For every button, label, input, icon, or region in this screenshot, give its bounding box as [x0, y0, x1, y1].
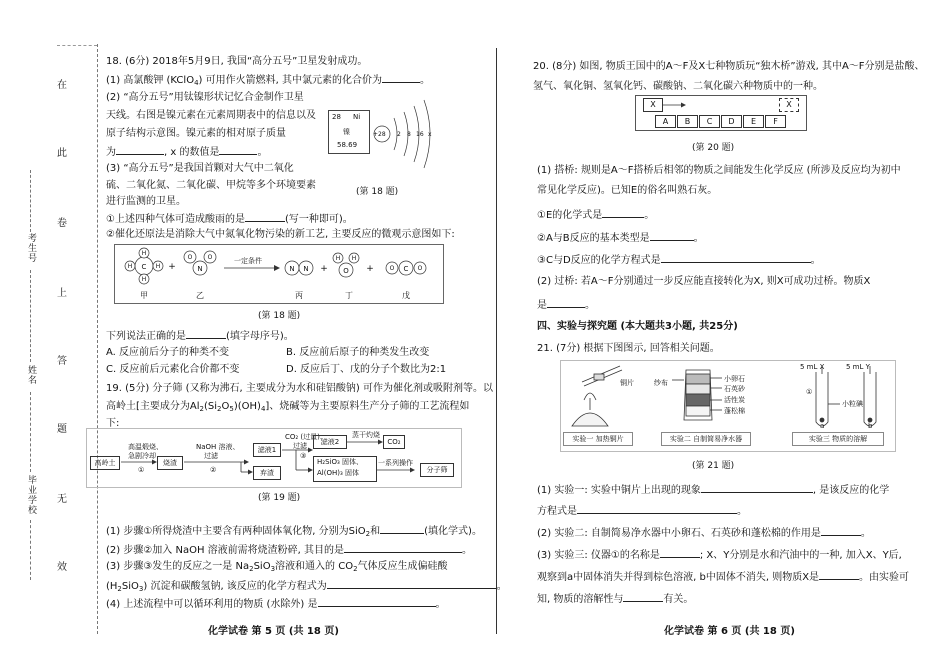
answer-blank[interactable]: [821, 525, 861, 536]
q19-part3: (3) 步骤③发生的反应之一是 $Na_2SiO_3$溶液和通入的 $CO_2$气体反应生成偏硅酸: [106, 561, 448, 573]
q18-part3-q2: ②催化还原法是消除大气中氮氧化物污染的新工艺, 主要反应的微观示意图如下:: [106, 229, 455, 240]
molecule-label: 甲: [140, 291, 148, 300]
q20-part1-q2: ②A与B反应的基本类型是 。: [537, 230, 704, 245]
seal-char: 效: [57, 562, 67, 573]
flow-step-label: NaOH 溶液、: [196, 443, 240, 451]
flow-node-raw: 高岭土: [90, 456, 120, 470]
shell-electrons: 16: [416, 131, 424, 138]
answer-blank[interactable]: [650, 230, 694, 241]
flow-node-product: 分子筛: [420, 463, 454, 477]
option-b[interactable]: B. 反应前后原子的种类发生改变: [286, 347, 430, 358]
flow-step-number: ②: [210, 466, 217, 474]
exp2-label: 实验二 自制简易净水器: [661, 432, 751, 446]
label-tube-y: 5 mL Y: [846, 363, 870, 371]
answer-blank[interactable]: [245, 211, 285, 222]
bridge-block: D: [721, 115, 742, 128]
svg-text:O: O: [343, 267, 349, 275]
answer-blank[interactable]: [380, 523, 424, 534]
q18-select: 下列说法正确的是 (填字母序号)。: [106, 328, 294, 343]
q18-part2-line: 原子结构示意图。镍元素的相对原子质量: [106, 128, 286, 139]
field-line: [30, 392, 31, 472]
element-symbol: Ni: [353, 113, 361, 121]
svg-text:O: O: [417, 265, 423, 272]
answer-blank[interactable]: [186, 328, 226, 339]
option-a[interactable]: A. 反应前后分子的种类不变: [106, 347, 230, 358]
bridge-block: E: [743, 115, 764, 128]
field-school: 毕业学校: [28, 476, 38, 516]
svg-text:+: +: [168, 262, 176, 272]
molecule-label: 戊: [402, 291, 410, 300]
figure-caption: (第 18 题): [258, 311, 301, 321]
label-layer: 蓬松棉: [724, 407, 745, 415]
svg-text:H: H: [351, 255, 357, 262]
q18-part3-q1: ①上述四种气体可造成酸雨的是 (写一种即可)。: [106, 211, 353, 226]
svg-text:H: H: [335, 255, 341, 262]
q18-part2-line: 为 , x 的数值是 。: [106, 144, 267, 159]
seal-char: 上: [57, 288, 67, 299]
seal-char: 题: [57, 424, 67, 435]
answer-blank[interactable]: [327, 578, 497, 589]
q21-part3: (3) 实验三: 仪器①的名称是 ; X、Y分别是水和汽油中的一种, 加入X、Y后,: [537, 547, 902, 562]
element-card: [328, 110, 370, 154]
svg-text:+: +: [320, 264, 328, 274]
option-d[interactable]: D. 反应后丁、戊的分子个数比为2:1: [286, 364, 447, 375]
q20-part1-q3: ③C与D反应的化学方程式是 。: [537, 252, 821, 267]
option-c[interactable]: C. 反应前后元素化合价都不变: [106, 364, 240, 375]
atomic-number: 28: [332, 113, 341, 121]
flow-node-co2: CO₂: [383, 435, 405, 449]
exp3-label: 实验三 物质的溶解: [792, 432, 884, 446]
answer-blank[interactable]: [577, 503, 737, 514]
answer-blank[interactable]: [344, 542, 462, 553]
svg-text:C: C: [141, 263, 147, 271]
q19-stem: 19. (5分) 分子筛 (又称为沸石, 主要成分为水和硅铝酸钠) 可作为催化剂或吸附剂等。以: [106, 383, 493, 394]
answer-blank[interactable]: [602, 207, 644, 218]
flow-step-label: 过滤: [204, 452, 218, 460]
nucleus-charge: +28: [373, 131, 386, 138]
svg-text:H: H: [141, 276, 147, 283]
flow-node-solids: H₂SiO₃ 固体、 Al(OH)₃ 固体: [313, 456, 377, 482]
answer-blank[interactable]: [547, 297, 585, 308]
figure-caption: (第 21 题): [692, 461, 735, 471]
seal-line: [97, 44, 98, 634]
label-copper: 铜片: [620, 379, 634, 387]
q21-stem: 21. (7分) 根据下图图示, 回答相关问题。: [537, 343, 720, 354]
page-footer-left: 化学试卷 第 5 页 (共 18 页): [208, 626, 339, 637]
figure-caption: (第 18 题): [356, 187, 399, 197]
flow-step-label: 过滤: [293, 442, 307, 450]
label-gauze: 纱布: [654, 379, 668, 387]
label-layer: 活性炭: [724, 396, 745, 404]
x-end-box: X: [779, 98, 799, 112]
shell-electrons: 8: [407, 131, 411, 138]
seal-char: 在: [57, 80, 67, 91]
molecule-label: 乙: [196, 291, 204, 300]
label-layer: 小卵石: [724, 375, 745, 383]
molecule-label: 丁: [345, 291, 353, 300]
svg-text:O: O: [207, 254, 213, 261]
element-name: 镍: [343, 128, 350, 136]
exp1-label: 实验一 加热铜片: [563, 432, 633, 446]
q20-part2: 是 。: [537, 297, 595, 312]
flow-step-label: 高温煅烧、: [128, 443, 163, 451]
shell-electrons: 2: [397, 131, 401, 138]
reaction-condition: 一定条件: [234, 257, 262, 265]
bridge-arrow: [663, 98, 687, 112]
field-exam-no: 考生号: [28, 234, 38, 264]
label-tube-x: 5 mL X: [800, 363, 825, 371]
label-instrument: ①: [806, 388, 813, 396]
q21-part2: (2) 实验二: 自制简易净水器中小卵石、石英砂和蓬松棉的作用是 。: [537, 525, 871, 540]
label-layer: 石英砂: [724, 385, 745, 393]
flow-step-label: 一系列操作: [378, 459, 413, 467]
flow-step-number: ③: [300, 452, 307, 460]
field-line: [30, 520, 31, 580]
answer-blank[interactable]: [660, 547, 700, 558]
flow-node-filtrate1: 滤液1: [253, 443, 281, 457]
label-iodine: 小粒碘: [842, 400, 863, 408]
q20-part2: (2) 过桥: 若A～F分别通过一步反应能直接转化为X, 则X可成功过桥。物质X: [537, 276, 871, 287]
q20-part1: 常见化学反应)。已知E的俗名叫熟石灰。: [537, 185, 718, 196]
page-footer-right: 化学试卷 第 6 页 (共 18 页): [664, 626, 795, 637]
bridge-block: A: [655, 115, 676, 128]
svg-text:+: +: [366, 264, 374, 274]
q20-part1-q1: ①E的化学式是 。: [537, 207, 654, 222]
section-heading: 四、实验与探究题 (本大题共3小题, 共25分): [537, 321, 738, 332]
svg-text:C: C: [403, 265, 409, 273]
answer-blank[interactable]: [116, 144, 164, 155]
svg-text:H: H: [155, 263, 161, 270]
q18-part3-line: 进行监测的卫星。: [106, 196, 186, 207]
q20-part1: (1) 搭桥: 规则是A～F搭桥后相邻的物质之间能发生化学反应 (所涉及反应均为初中: [537, 165, 901, 176]
answer-blank[interactable]: [219, 144, 257, 155]
molecule-label: 丙: [295, 291, 303, 300]
svg-text:H: H: [127, 263, 133, 270]
q18-stem: 18. (6分) 2018年5月9日, 我国“高分五号”卫星发射成功。: [106, 56, 368, 67]
answer-blank[interactable]: [318, 596, 436, 607]
label-tube-a: a: [820, 422, 825, 430]
q19-part3-cont: $(H_2SiO_3)$ 沉淀和碳酸氢钠, 该反应的化学方程式为 。: [106, 578, 507, 596]
bridge-block: B: [677, 115, 698, 128]
q21-part3-cont: 知, 物质的溶解性与 有关。: [537, 591, 693, 606]
figure-caption: (第 20 题): [692, 143, 735, 153]
bridge-block: F: [765, 115, 786, 128]
q18-part3-line: (3) “高分五号”是我国首颗对大气中二氧化: [106, 163, 294, 174]
q19-part4: (4) 上述流程中可以循环利用的物质 (水除外) 是 。: [106, 596, 446, 611]
svg-text:N: N: [303, 265, 309, 273]
svg-text:O: O: [187, 254, 193, 261]
q18-part3-line: 硫、二氧化氮、二氧化碳、甲烷等多个环境要素: [106, 180, 316, 191]
flow-step-number: ①: [138, 466, 145, 474]
q21-part1-cont: 方程式是 。: [537, 503, 747, 518]
atomic-mass: 58.69: [337, 141, 358, 149]
q18-part1: (1) 高氯酸钾 (KClO$_4$) 可用作火箭燃料, 其中氯元素的化合价为 。: [106, 72, 430, 90]
shell-electrons: x: [428, 131, 432, 138]
column-divider: [496, 48, 497, 634]
flow-step-label: CO₂ (过量)、: [285, 433, 327, 441]
field-name: 姓名: [28, 366, 38, 386]
q18-part2-line: (2) “高分五号”用钛镍形状记忆合金制作卫星: [106, 92, 304, 103]
flow-step-label: 蒸干灼烧: [352, 431, 380, 439]
figure-caption: (第 19 题): [258, 493, 301, 503]
q21-part3-cont: 观察到a中固体消失并得到棕色溶液, b中固体不消失, 则物质X是 。由实验可: [537, 569, 909, 584]
answer-blank[interactable]: [623, 591, 663, 602]
field-line: [30, 170, 31, 232]
svg-text:H: H: [141, 250, 147, 257]
q19-stem: 下:: [106, 418, 120, 429]
svg-text:N: N: [197, 265, 203, 273]
q19-stem: 高岭土[主要成分为$Al_2(Si_2O_5)(OH)_4$]、烧碱等为主要原料生产分子筛的工艺流程如: [106, 401, 470, 413]
svg-text:O: O: [389, 265, 395, 272]
reaction-molecules: [114, 244, 444, 304]
q20-stem: 氢气、氧化铜、氢氧化钙、碳酸钠、二氧化碳六种物质中的一种。: [533, 81, 823, 92]
answer-blank[interactable]: [701, 482, 813, 493]
flow-node-residue: 弃渣: [253, 466, 281, 480]
svg-text:N: N: [289, 265, 295, 273]
seal-char: 卷: [57, 218, 67, 229]
flow-node-filtrate2: 滤液2: [313, 435, 347, 449]
seal-char: 此: [57, 148, 67, 159]
q21-part1: (1) 实验一: 实验中铜片上出现的现象 , 是该反应的化学: [537, 482, 889, 497]
top-dashed-line: [57, 45, 97, 46]
x-start-box: X: [643, 98, 663, 112]
answer-blank[interactable]: [661, 252, 811, 263]
seal-char: 无: [57, 494, 67, 505]
label-tube-b: b: [868, 422, 873, 430]
answer-blank[interactable]: [382, 72, 420, 83]
seal-char: 答: [57, 356, 67, 367]
bridge-block: C: [699, 115, 720, 128]
q20-stem: 20. (8分) 如图, 物质王国中的A～F及X七种物质玩“独木桥”游戏, 其中A～F分别是盐酸、: [533, 61, 925, 72]
q19-part2: (2) 步骤②加入 NaOH 溶液前需将烧渣粉碎, 其目的是 。: [106, 542, 472, 557]
field-line: [30, 270, 31, 362]
flow-step-label: 急剧冷却: [128, 452, 156, 460]
flow-node-burn: 烧渣: [157, 456, 183, 470]
q18-part2-line: 天线。右图是镍元素在元素周期表中的信息以及: [106, 110, 316, 121]
answer-blank[interactable]: [819, 569, 859, 580]
q19-part1: (1) 步骤①所得烧渣中主要含有两种固体氧化物, 分别为SiO$_2$和 (填化学式)。: [106, 523, 482, 541]
